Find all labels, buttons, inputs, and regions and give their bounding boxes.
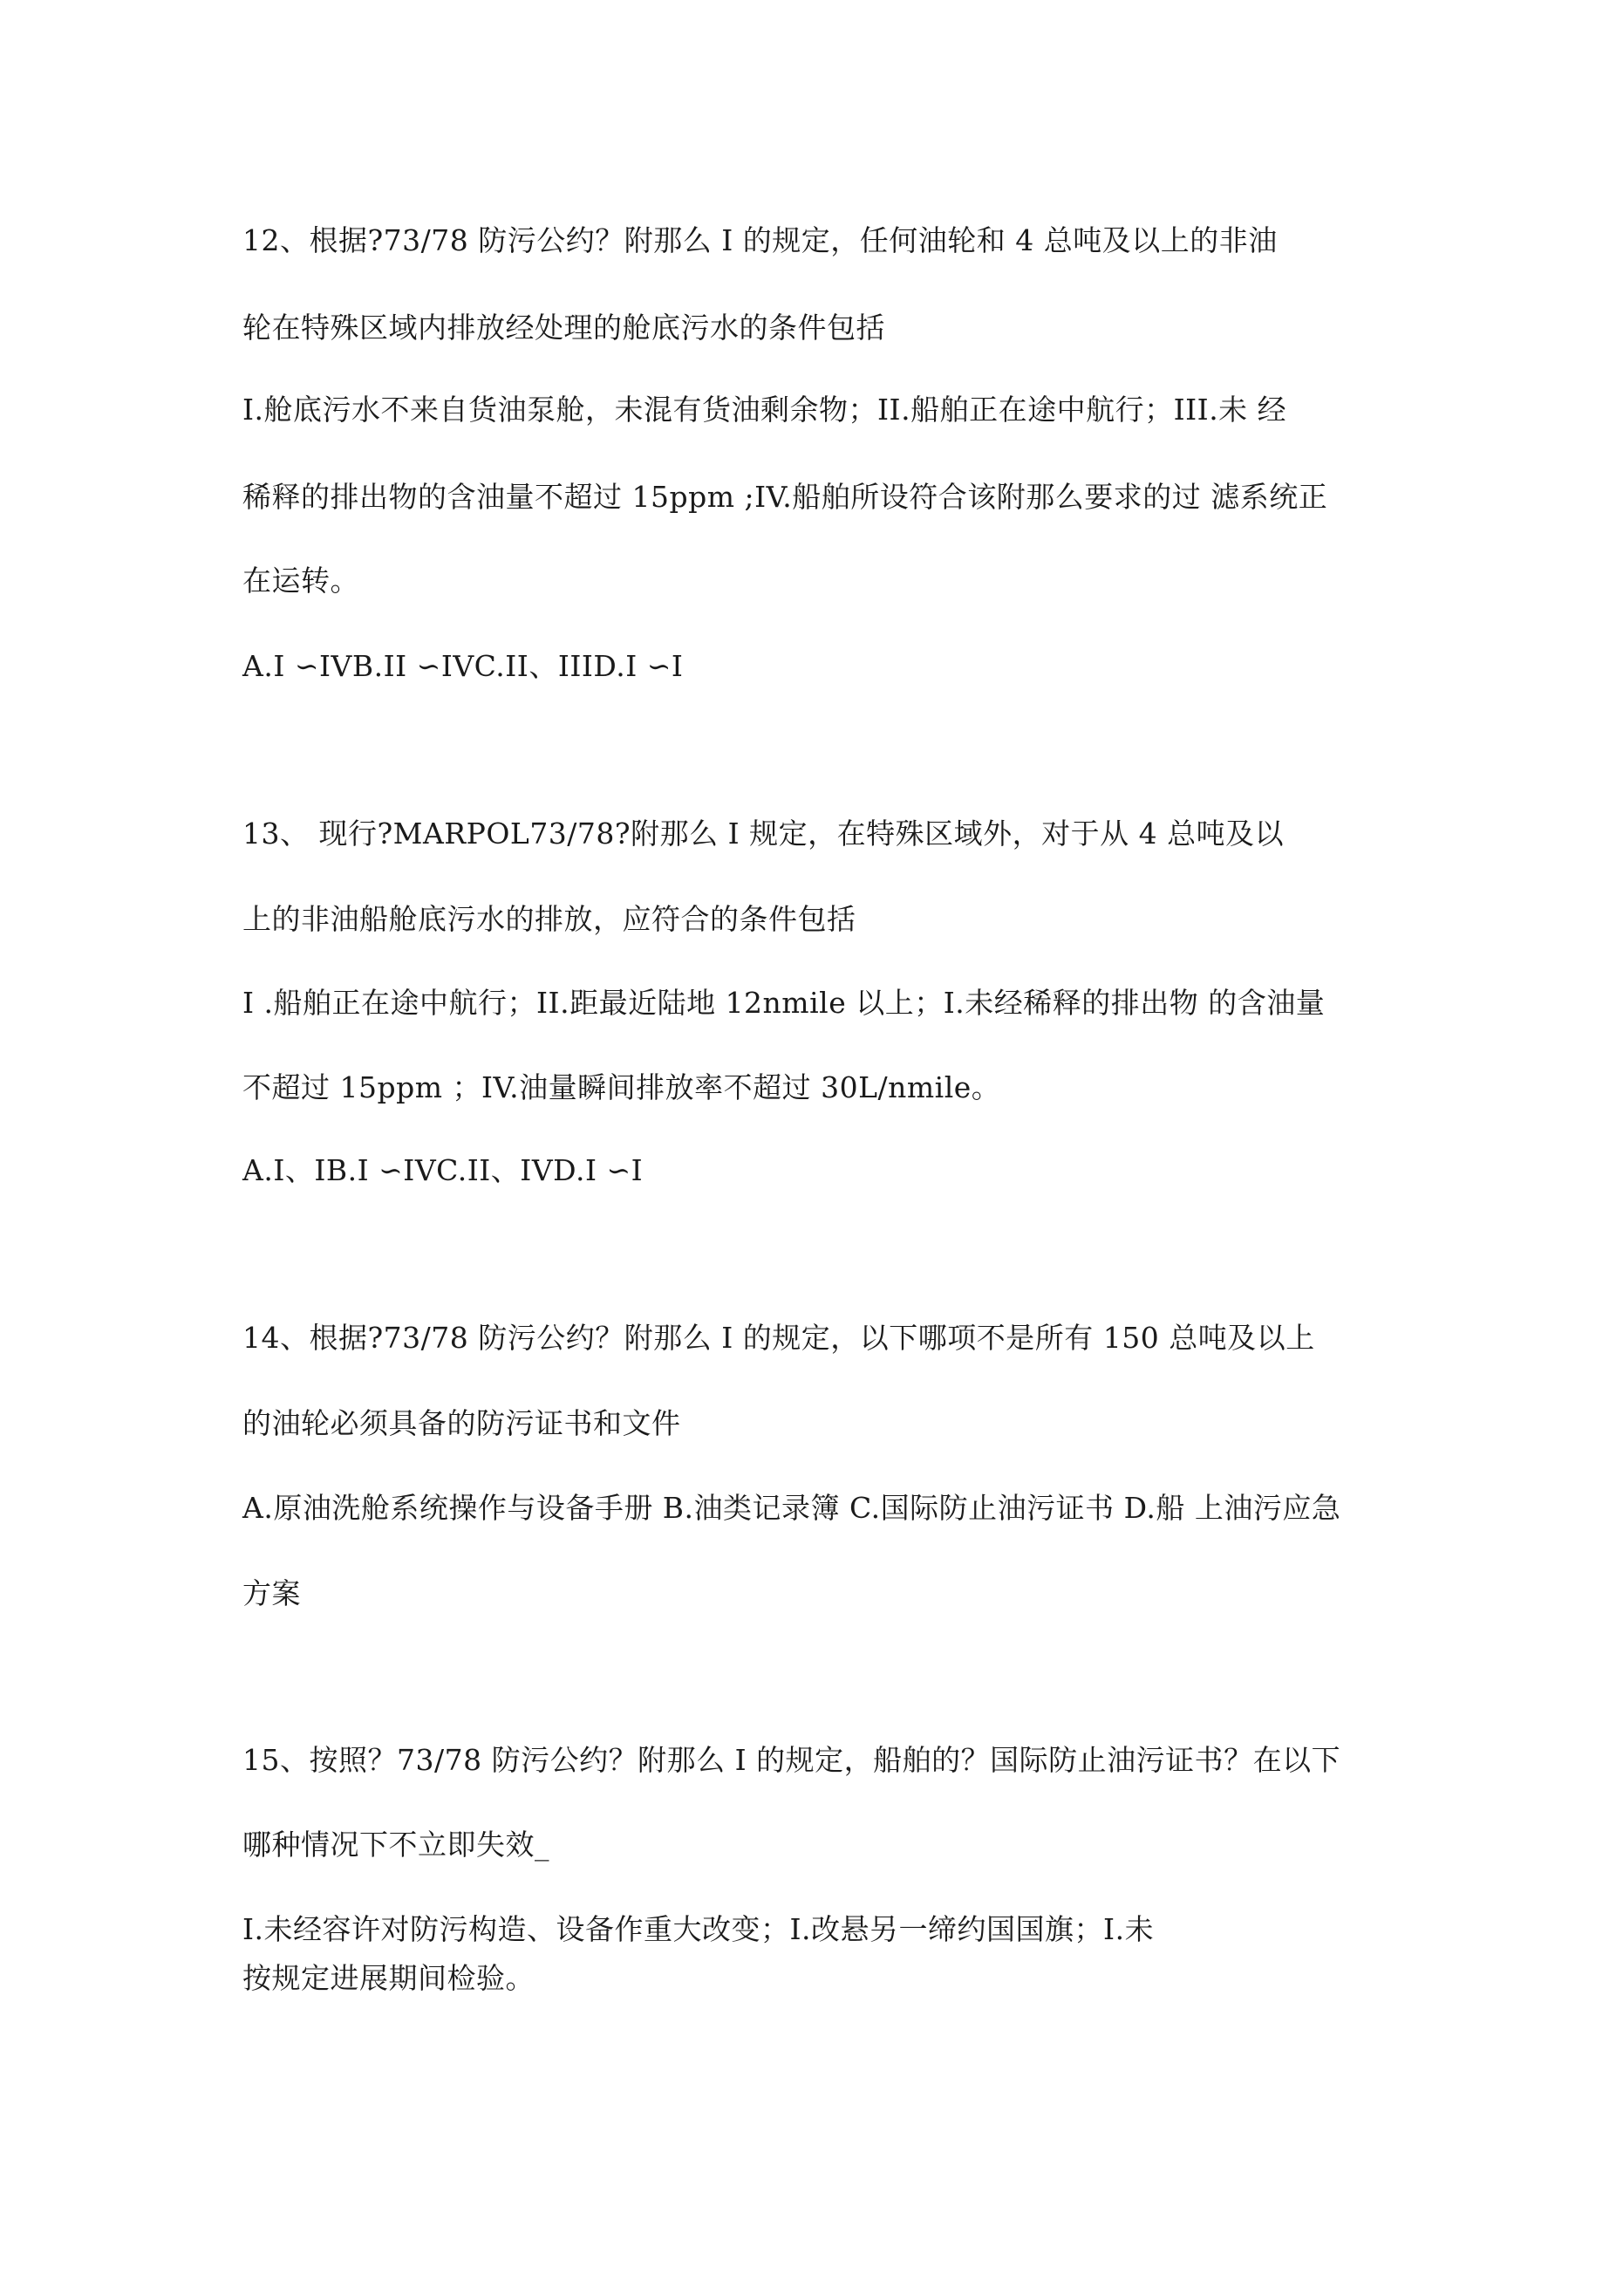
question-12-stem-line-1: 12、根据?73/78 防污公约？附那么 I 的规定，任何油轮和 4 总吨及以上的非油: [242, 223, 1278, 257]
question-14-stem-line-2: 的油轮必须具备的防污证书和文件: [242, 1406, 681, 1440]
question-13-conditions-line-1: I .船舶正在途中航行；II.距最近陆地 12nmile 以上；I.未经稀释的排出物 的含油量: [242, 986, 1326, 1020]
question-12-conditions-line-1: I.舱底污水不来自货油泵舱，未混有货油剩余物；II.船舶正在途中航行；III.未 经: [242, 393, 1287, 427]
question-13-stem-line-1: 13、 现行?MARPOL73/78?附那么 I 规定，在特殊区域外，对于从 4 总吨及以: [242, 817, 1285, 851]
question-12-stem-line-2: 轮在特殊区域内排放经处理的舱底污水的条件包括: [242, 311, 885, 345]
question-15-conditions-line-2: 按规定进展期间检验。: [242, 1961, 535, 1995]
question-14-options-line-1: A.原油洗舱系统操作与设备手册 B.油类记录簿 C.国际防止油污证书 D.船 上油污应急: [242, 1491, 1341, 1525]
question-12-options: A.I ∽IVB.II ∽IVC.II、IIID.I ∽I: [242, 649, 684, 683]
question-15-stem-line-1: 15、按照？73/78 防污公约？附那么 I 的规定，船舶的？国际防止油污证书？在以下: [242, 1743, 1341, 1777]
question-12-conditions-line-2: 稀释的排出物的含油量不超过 15ppm ;IV.船舶所设符合该附那么要求的过 滤系统正: [242, 480, 1328, 514]
question-14-options-line-2: 方案: [242, 1576, 301, 1610]
question-13-options: A.I、IB.I ∽IVC.II、IVD.I ∽I: [242, 1153, 644, 1187]
question-15-conditions-line-1: I.未经容许对防污构造、设备作重大改变；I.改悬另一缔约国国旗；I.未: [242, 1912, 1155, 1946]
question-14-stem-line-1: 14、根据?73/78 防污公约？附那么 I 的规定，以下哪项不是所有 150 总吨及以上: [242, 1321, 1315, 1355]
question-13-conditions-line-2: 不超过 15ppm ；IV.油量瞬间排放率不超过 30L/nmile。: [242, 1070, 1001, 1104]
question-12-conditions-line-3: 在运转。: [242, 564, 359, 598]
question-13-stem-line-2: 上的非油船舱底污水的排放，应符合的条件包括: [242, 902, 856, 936]
question-15-stem-line-2: 哪种情况下不立即失效_: [242, 1828, 549, 1862]
